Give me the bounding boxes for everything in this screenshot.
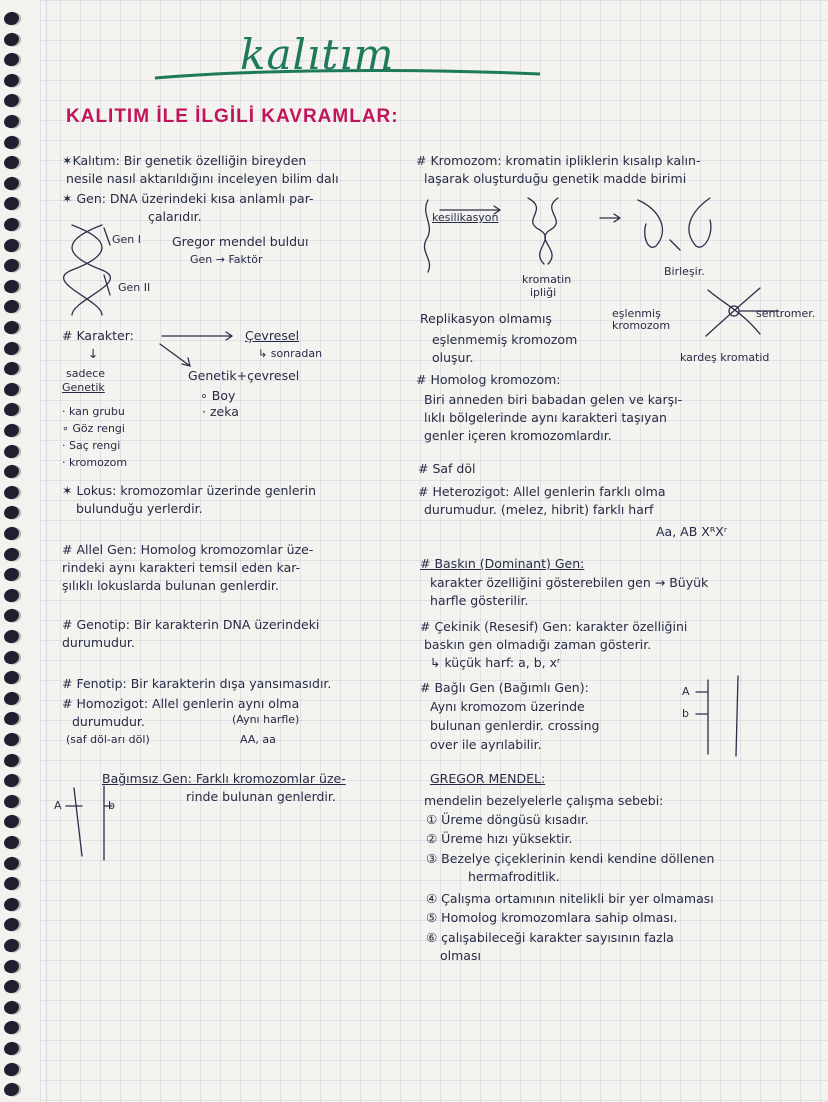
binding-hole [3,608,21,624]
mendel-reason-6a: ⑥ çalışabileceği karakter sayısının fazla [426,930,674,945]
mendel-reason-3b: hermafroditlik. [468,869,560,884]
baskin-line3: harfle gösterilir. [430,593,529,608]
binding-hole [3,505,21,521]
binding-hole [3,937,21,953]
spiral-holes [0,0,40,1102]
bagimsiz-def-line1: Bağımsız Gen: Farklı kromozomlar üze- [102,771,346,786]
binding-hole [3,978,21,994]
bagli-gen-diagram [686,676,756,758]
mendel-reason-6b: olması [440,948,481,963]
kan-item: · kan grubu [62,405,125,418]
binding-hole [3,628,21,644]
binding-hole [3,31,21,47]
binding-hole [3,484,21,500]
bagli-heading: # Bağlı Gen (Bağımlı Gen): [420,680,589,695]
binding-hole [3,1081,21,1097]
fenotip-def: # Fenotip: Bir karakterin dışa yansımasıdır. [62,676,332,691]
mendel-intro: mendelin bezelyelerle çalışma sebebi: [424,793,664,808]
saf-dol-heading: # Saf döl [418,461,476,476]
gen-def-line2: çalarıdır. [148,209,202,224]
kalitim-def-line2: nesile nasıl aktarıldığını inceleyen bilim dalı [66,171,339,186]
sadece-label: sadece [66,367,106,380]
section-heading: KALITIM İLE İLGİLİ KAVRAMLAR: [66,106,399,127]
binding-hole [3,669,21,685]
kromozom-def-line1: # Kromozom: kromatin ipliklerin kısalıp kalın- [416,153,701,168]
binding-hole [3,402,21,418]
binding-hole [3,690,21,706]
binding-hole [3,257,21,273]
binding-hole [3,772,21,788]
sonradan-label: ↳ sonradan [258,347,323,360]
binding-hole [3,711,21,727]
binding-hole [3,381,21,397]
homozigot-note: (Aynı harfle) [232,713,300,726]
binding-hole [3,216,21,232]
lokus-def-line1: ✶ Lokus: kromozomlar üzerinde genlerin [62,483,317,498]
kromatin-label: kromatin [522,273,572,286]
binding-hole [3,154,21,170]
sac-item: · Saç rengi [62,439,121,452]
heterozigot-line2: durumudur. (melez, hibrit) farklı harf [424,502,654,517]
eslenmis-label-1: eşlenmiş [612,307,661,320]
heterozigot-example: Aa, AB XᴿXʳ [656,524,728,539]
birlesir-label: Birleşir. [664,265,705,278]
binding-hole [3,196,21,212]
homolog-heading: # Homolog kromozom: [416,372,561,387]
mendel-reason-1: ① Üreme döngüsü kısadır. [426,812,589,827]
bagli-A: A [682,685,690,698]
binding-hole [3,422,21,438]
binding-hole [3,237,21,253]
binding-hole [3,525,21,541]
binding-hole [3,855,21,871]
homolog-line2: Biri anneden biri babadan gelen ve karşı- [424,392,683,407]
eslenmemis-line2: oluşur. [432,350,474,365]
binding-hole [3,731,21,747]
homozigot-def-line1: # Homozigot: Allel genlerin aynı olma [62,696,300,711]
homozigot-saf-dol: (saf döl-arı döl) [66,733,150,746]
binding-hole [3,319,21,335]
kardes-kromatid-label: kardeş kromatid [680,351,770,364]
allel-def-line1: # Allel Gen: Homolog kromozomlar üze- [62,542,314,557]
kromatin-ipligi-label: ipliği [530,286,557,299]
genotip-def-line2: durumudur. [62,635,135,650]
mendel-heading: GREGOR MENDEL: [430,771,546,786]
binding-hole [3,278,21,294]
mendel-reason-2: ② Üreme hızı yüksektir. [426,831,573,846]
genetik-label: Genetik [62,381,105,394]
eslenmemis-line1: eşlenmemiş kromozom [432,332,578,347]
margin-line [46,0,47,1102]
kalitim-def-line1: ✶Kalıtım: Bir genetik özelliğin bireyden [62,153,307,168]
binding-hole [3,752,21,768]
genotip-def-line1: # Genotip: Bir karakterin DNA üzerindeki [62,617,320,632]
homolog-line3: lıklı bölgelerinde aynı karakteri taşıyan [424,410,667,425]
eslenmis-label-2: kromozom [612,319,671,332]
binding-hole [3,1061,21,1077]
binding-hole [3,587,21,603]
baskin-heading: # Baskın (Dominant) Gen: [420,556,585,571]
mendel-reason-4: ④ Çalışma ortamının nitelikli bir yer olmaması [426,891,714,906]
binding-hole [3,443,21,459]
bagimsiz-def-line2: rinde bulunan genlerdir. [186,789,336,804]
mendel-note: Gregor mendel bulduı [172,234,309,249]
binding-hole [3,51,21,67]
lokus-def-line2: bulunduğu yerlerdir. [76,501,203,516]
binding-hole [3,1020,21,1036]
bagli-line2: Aynı kromozom üzerinde [430,699,585,714]
binding-hole [3,834,21,850]
binding-hole [3,958,21,974]
binding-hole [3,896,21,912]
binding-hole [3,999,21,1015]
binding-hole [3,299,21,315]
binding-hole [3,546,21,562]
down-arrow: ↓ [88,346,99,361]
boy-item: ∘ Boy [200,388,236,403]
cevresel-label: Çevresel [245,328,300,343]
gen1-label: Gen I [112,233,142,246]
binding-hole [3,917,21,933]
binding-hole [3,340,21,356]
homolog-line4: genler içeren kromozomlardır. [424,428,612,443]
page-title: kalıtım [240,30,395,79]
binding-hole [3,793,21,809]
replikasyon-label: Replikasyon olmamış [420,311,552,326]
mendel-reason-3a: ③ Bezelye çiçeklerinin kendi kendine döllenen [426,851,715,866]
binding-hole [3,72,21,88]
cekinik-line2: baskın gen olmadığı zaman gösterir. [424,637,652,652]
homozigot-example: AA, aa [240,733,276,746]
binding-hole [3,463,21,479]
binding-hole [3,875,21,891]
binding-hole [3,1040,21,1056]
sentromer-label: sentromer. [756,307,816,320]
binding-hole [3,175,21,191]
goz-item: ∘ Göz rengi [62,422,125,435]
heterozigot-line1: # Heterozigot: Allel genlerin farklı olma [418,484,666,499]
karakter-heading: # Karakter: [62,328,134,343]
mendel-reason-5: ⑤ Homolog kromozomlara sahip olması. [426,910,678,925]
bagimsiz-A: A [54,799,62,812]
zeka-item: · zeka [202,404,239,419]
genetik-cevresel-label: Genetik+çevresel [188,368,300,383]
kromozom-item: · kromozom [62,456,128,469]
baskin-line2: karakter özelliğini gösterebilen gen → Büyük [430,575,709,590]
cekinik-line1: # Çekinik (Resesif) Gen: karakter özelliğini [420,619,688,634]
allel-def-line3: şılıklı lokuslarda bulunan genlerdir. [62,578,279,593]
bagli-line4: over ile ayrılabilir. [430,737,542,752]
gen-def-line1: ✶ Gen: DNA üzerindeki kısa anlamlı par- [62,191,314,206]
binding-hole [3,113,21,129]
bagimsiz-b: b [108,799,115,812]
kesilikasyon-label: kesilikasyon [432,211,499,224]
cekinik-line3: ↳ küçük harf: a, b, xʳ [430,655,561,670]
binding-hole [3,360,21,376]
binding-hole [3,814,21,830]
binding-hole [3,10,21,26]
binding-hole [3,649,21,665]
allel-def-line2: rindeki aynı karakteri temsil eden kar- [62,560,301,575]
binding-hole [3,134,21,150]
homozigot-def-line2: durumudur. [72,714,145,729]
bagli-b: b [682,707,689,720]
binding-hole [3,566,21,582]
bagli-line3: bulunan genlerdir. crossing [430,718,600,733]
binding-hole [3,93,21,109]
gen-faktor-note: Gen → Faktör [190,253,263,266]
gen2-label: Gen II [118,281,151,294]
kromozom-def-line2: laşarak oluşturduğu genetik madde birimi [424,171,687,186]
karakter-arrows [160,328,250,372]
